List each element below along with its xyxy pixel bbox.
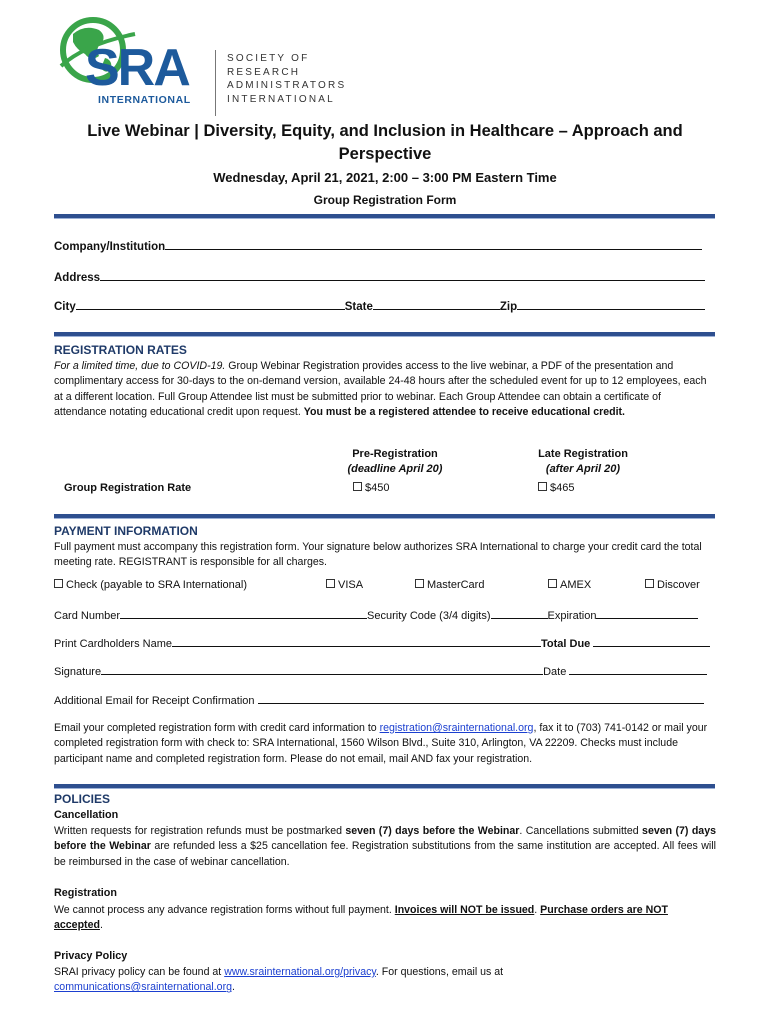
payment-heading: PAYMENT INFORMATION bbox=[54, 524, 198, 538]
late-registration-option[interactable] bbox=[538, 482, 574, 494]
pre-registration-title: Pre-Registration bbox=[352, 448, 438, 460]
privacy-policy-text bbox=[54, 965, 716, 996]
rates-intro-italic: For a limited time, due to COVID-19. bbox=[54, 360, 226, 372]
privacy-text-2: . For questions, email us at bbox=[375, 966, 504, 978]
registration-policy-text bbox=[54, 903, 716, 934]
security-code-label: Security Code (3/4 digits) bbox=[367, 610, 491, 622]
cancel-bold-2: seven (7) days before the Webinar bbox=[54, 825, 716, 853]
policies-heading: POLICIES bbox=[54, 792, 111, 806]
method-check-label: Check (payable to SRA International) bbox=[66, 579, 247, 591]
city-state-zip-field[interactable] bbox=[54, 298, 705, 313]
card-number-label: Card Number bbox=[54, 610, 121, 622]
company-line[interactable] bbox=[165, 238, 702, 250]
logo-mark: SRA bbox=[85, 39, 189, 97]
privacy-text-1: SRAI privacy policy can be found at bbox=[54, 966, 225, 978]
method-discover[interactable] bbox=[645, 579, 700, 591]
reg-text-2: . bbox=[534, 904, 541, 916]
org-line-2: RESEARCH bbox=[227, 66, 301, 78]
pre-registration-option[interactable] bbox=[353, 482, 389, 494]
state-line[interactable] bbox=[373, 298, 500, 310]
address-line[interactable] bbox=[100, 269, 705, 281]
discover-checkbox[interactable] bbox=[645, 579, 654, 588]
rate-row-label: Group Registration Rate bbox=[64, 482, 192, 494]
email-instructions-text: Email your completed registration form with credit card information to bbox=[54, 722, 380, 734]
state-label: State bbox=[344, 301, 373, 313]
pre-registration-price: $450 bbox=[365, 482, 390, 494]
form-name: Group Registration Form bbox=[313, 193, 457, 207]
pre-registration-header bbox=[330, 447, 460, 477]
cancel-text-2: . Cancellations submitted bbox=[519, 825, 643, 837]
method-visa[interactable] bbox=[326, 579, 363, 591]
signature-label: Signature bbox=[54, 666, 102, 678]
late-registration-header bbox=[518, 447, 648, 477]
section-rule bbox=[54, 514, 715, 519]
registration-email-link[interactable]: registration@srainternational.org bbox=[379, 722, 534, 734]
payment-intro: Full payment must accompany this registration form. Your signature below authorizes SRA International to charge your credit card the total meeting rate. REGISTRANT is responsible for all charges. bbox=[54, 541, 702, 569]
expiration-line[interactable] bbox=[596, 607, 698, 619]
org-line-4: INTERNATIONAL bbox=[227, 93, 335, 105]
address-label: Address bbox=[54, 272, 101, 284]
signature-line[interactable] bbox=[101, 663, 543, 675]
pre-registration-checkbox[interactable] bbox=[353, 482, 362, 491]
city-line[interactable] bbox=[76, 298, 345, 310]
reg-text-3: . bbox=[99, 919, 103, 932]
logo-divider bbox=[215, 50, 216, 116]
zip-label: Zip bbox=[499, 301, 518, 313]
reg-bold-1: Invoices will NOT be issued bbox=[394, 904, 535, 916]
print-name-label: Print Cardholders Name bbox=[54, 638, 172, 650]
rates-heading: REGISTRATION RATES bbox=[54, 343, 187, 357]
late-registration-title: Late Registration bbox=[538, 448, 628, 460]
event-date: Wednesday, April 21, 2021, 2:00 – 3:00 PM Eastern Time bbox=[213, 170, 557, 185]
total-due-label: Total Due bbox=[541, 638, 591, 650]
method-visa-label: VISA bbox=[338, 579, 364, 591]
additional-email-row[interactable] bbox=[54, 692, 704, 707]
rates-intro-bold: You must be a registered attendee to receive educational credit. bbox=[303, 405, 625, 418]
print-name-line[interactable] bbox=[172, 635, 541, 647]
additional-email-label: Additional Email for Receipt Confirmation bbox=[54, 695, 255, 707]
logo-org-name bbox=[227, 52, 346, 106]
company-field[interactable] bbox=[54, 238, 702, 253]
mastercard-checkbox[interactable] bbox=[415, 579, 424, 588]
section-rule bbox=[54, 214, 715, 219]
org-line-1: SOCIETY OF bbox=[227, 53, 310, 64]
section-rule bbox=[54, 332, 715, 337]
print-name-row[interactable] bbox=[54, 635, 710, 650]
address-field[interactable] bbox=[54, 269, 705, 284]
pre-registration-deadline: (deadline April 20) bbox=[347, 463, 443, 475]
zip-line[interactable] bbox=[517, 298, 705, 310]
expiration-label: Expiration bbox=[547, 610, 597, 622]
rates-intro-text: Group Webinar Registration provides access to the live webinar, a PDF of the presentation and complimentary access for 30-days to the on-demand version, available 24-48 hours after the scheduled event for up to 12 employees, each at a different location. Full Group Attendee list must be submitted prior to webinar. Each Group Attendee can obtain a certificate of attendance notating educational credit upon request. bbox=[54, 360, 707, 418]
date-label: Date bbox=[543, 666, 567, 678]
additional-email-line[interactable] bbox=[258, 692, 704, 704]
mail-instructions-text: , fax it to (703) 741-0142 or mail your completed registration form with check to: SRA International, 1560 Wilson Blvd., Suite 310, Arlington, VA 22209. Checks must include participant name and completed registration form. Please do not email, mail AND fax your registration. bbox=[54, 722, 708, 765]
card-number-row[interactable] bbox=[54, 607, 698, 622]
method-check[interactable] bbox=[54, 579, 247, 591]
method-mastercard[interactable] bbox=[415, 579, 484, 591]
visa-checkbox[interactable] bbox=[326, 579, 335, 588]
section-rule bbox=[54, 784, 715, 789]
communications-email-link[interactable]: communications@srainternational.org bbox=[54, 981, 232, 994]
method-amex-label: AMEX bbox=[560, 579, 592, 591]
registration-policy-title: Registration bbox=[54, 887, 117, 899]
reg-text-1: We cannot process any advance registration forms without full payment. bbox=[54, 904, 395, 916]
privacy-text-3: . bbox=[231, 981, 235, 994]
cancellation-title: Cancellation bbox=[54, 809, 119, 821]
cancel-bold-1: seven (7) days before the Webinar bbox=[345, 825, 520, 837]
late-registration-deadline: (after April 20) bbox=[545, 463, 621, 475]
amex-checkbox[interactable] bbox=[548, 579, 557, 588]
reg-bold-2: Purchase orders are NOT accepted bbox=[54, 904, 668, 932]
sra-logo bbox=[55, 14, 355, 114]
check-checkbox[interactable] bbox=[54, 579, 63, 588]
security-code-line[interactable] bbox=[491, 607, 548, 619]
cancel-text-1: Written requests for registration refunds must be postmarked bbox=[54, 825, 346, 837]
cancellation-text bbox=[54, 824, 716, 870]
method-amex[interactable] bbox=[548, 579, 591, 591]
page-title: Live Webinar | Diversity, Equity, and Inclusion in Healthcare – Approach and Perspective bbox=[87, 122, 683, 163]
card-number-line[interactable] bbox=[120, 607, 367, 619]
company-label: Company/Institution bbox=[54, 241, 166, 253]
privacy-link[interactable]: www.srainternational.org/privacy bbox=[224, 966, 376, 978]
city-label: City bbox=[54, 301, 76, 313]
privacy-policy-title: Privacy Policy bbox=[54, 950, 128, 962]
rates-intro bbox=[54, 359, 716, 420]
late-registration-price: $465 bbox=[550, 482, 575, 494]
cancel-text-3: are refunded less a $25 cancellation fee. Registration substitutions from the same institution are accepted. All fees will be reimbursed in the case of webinar cancellation. bbox=[54, 840, 716, 868]
total-due-line[interactable] bbox=[593, 635, 710, 647]
method-discover-label: Discover bbox=[657, 579, 700, 591]
logo-sub: INTERNATIONAL bbox=[98, 94, 191, 106]
date-line[interactable] bbox=[569, 663, 707, 675]
late-registration-checkbox[interactable] bbox=[538, 482, 547, 491]
signature-row[interactable] bbox=[54, 663, 707, 678]
org-line-3: ADMINISTRATORS bbox=[227, 80, 347, 91]
method-mastercard-label: MasterCard bbox=[427, 579, 485, 591]
submission-instructions bbox=[54, 721, 716, 767]
